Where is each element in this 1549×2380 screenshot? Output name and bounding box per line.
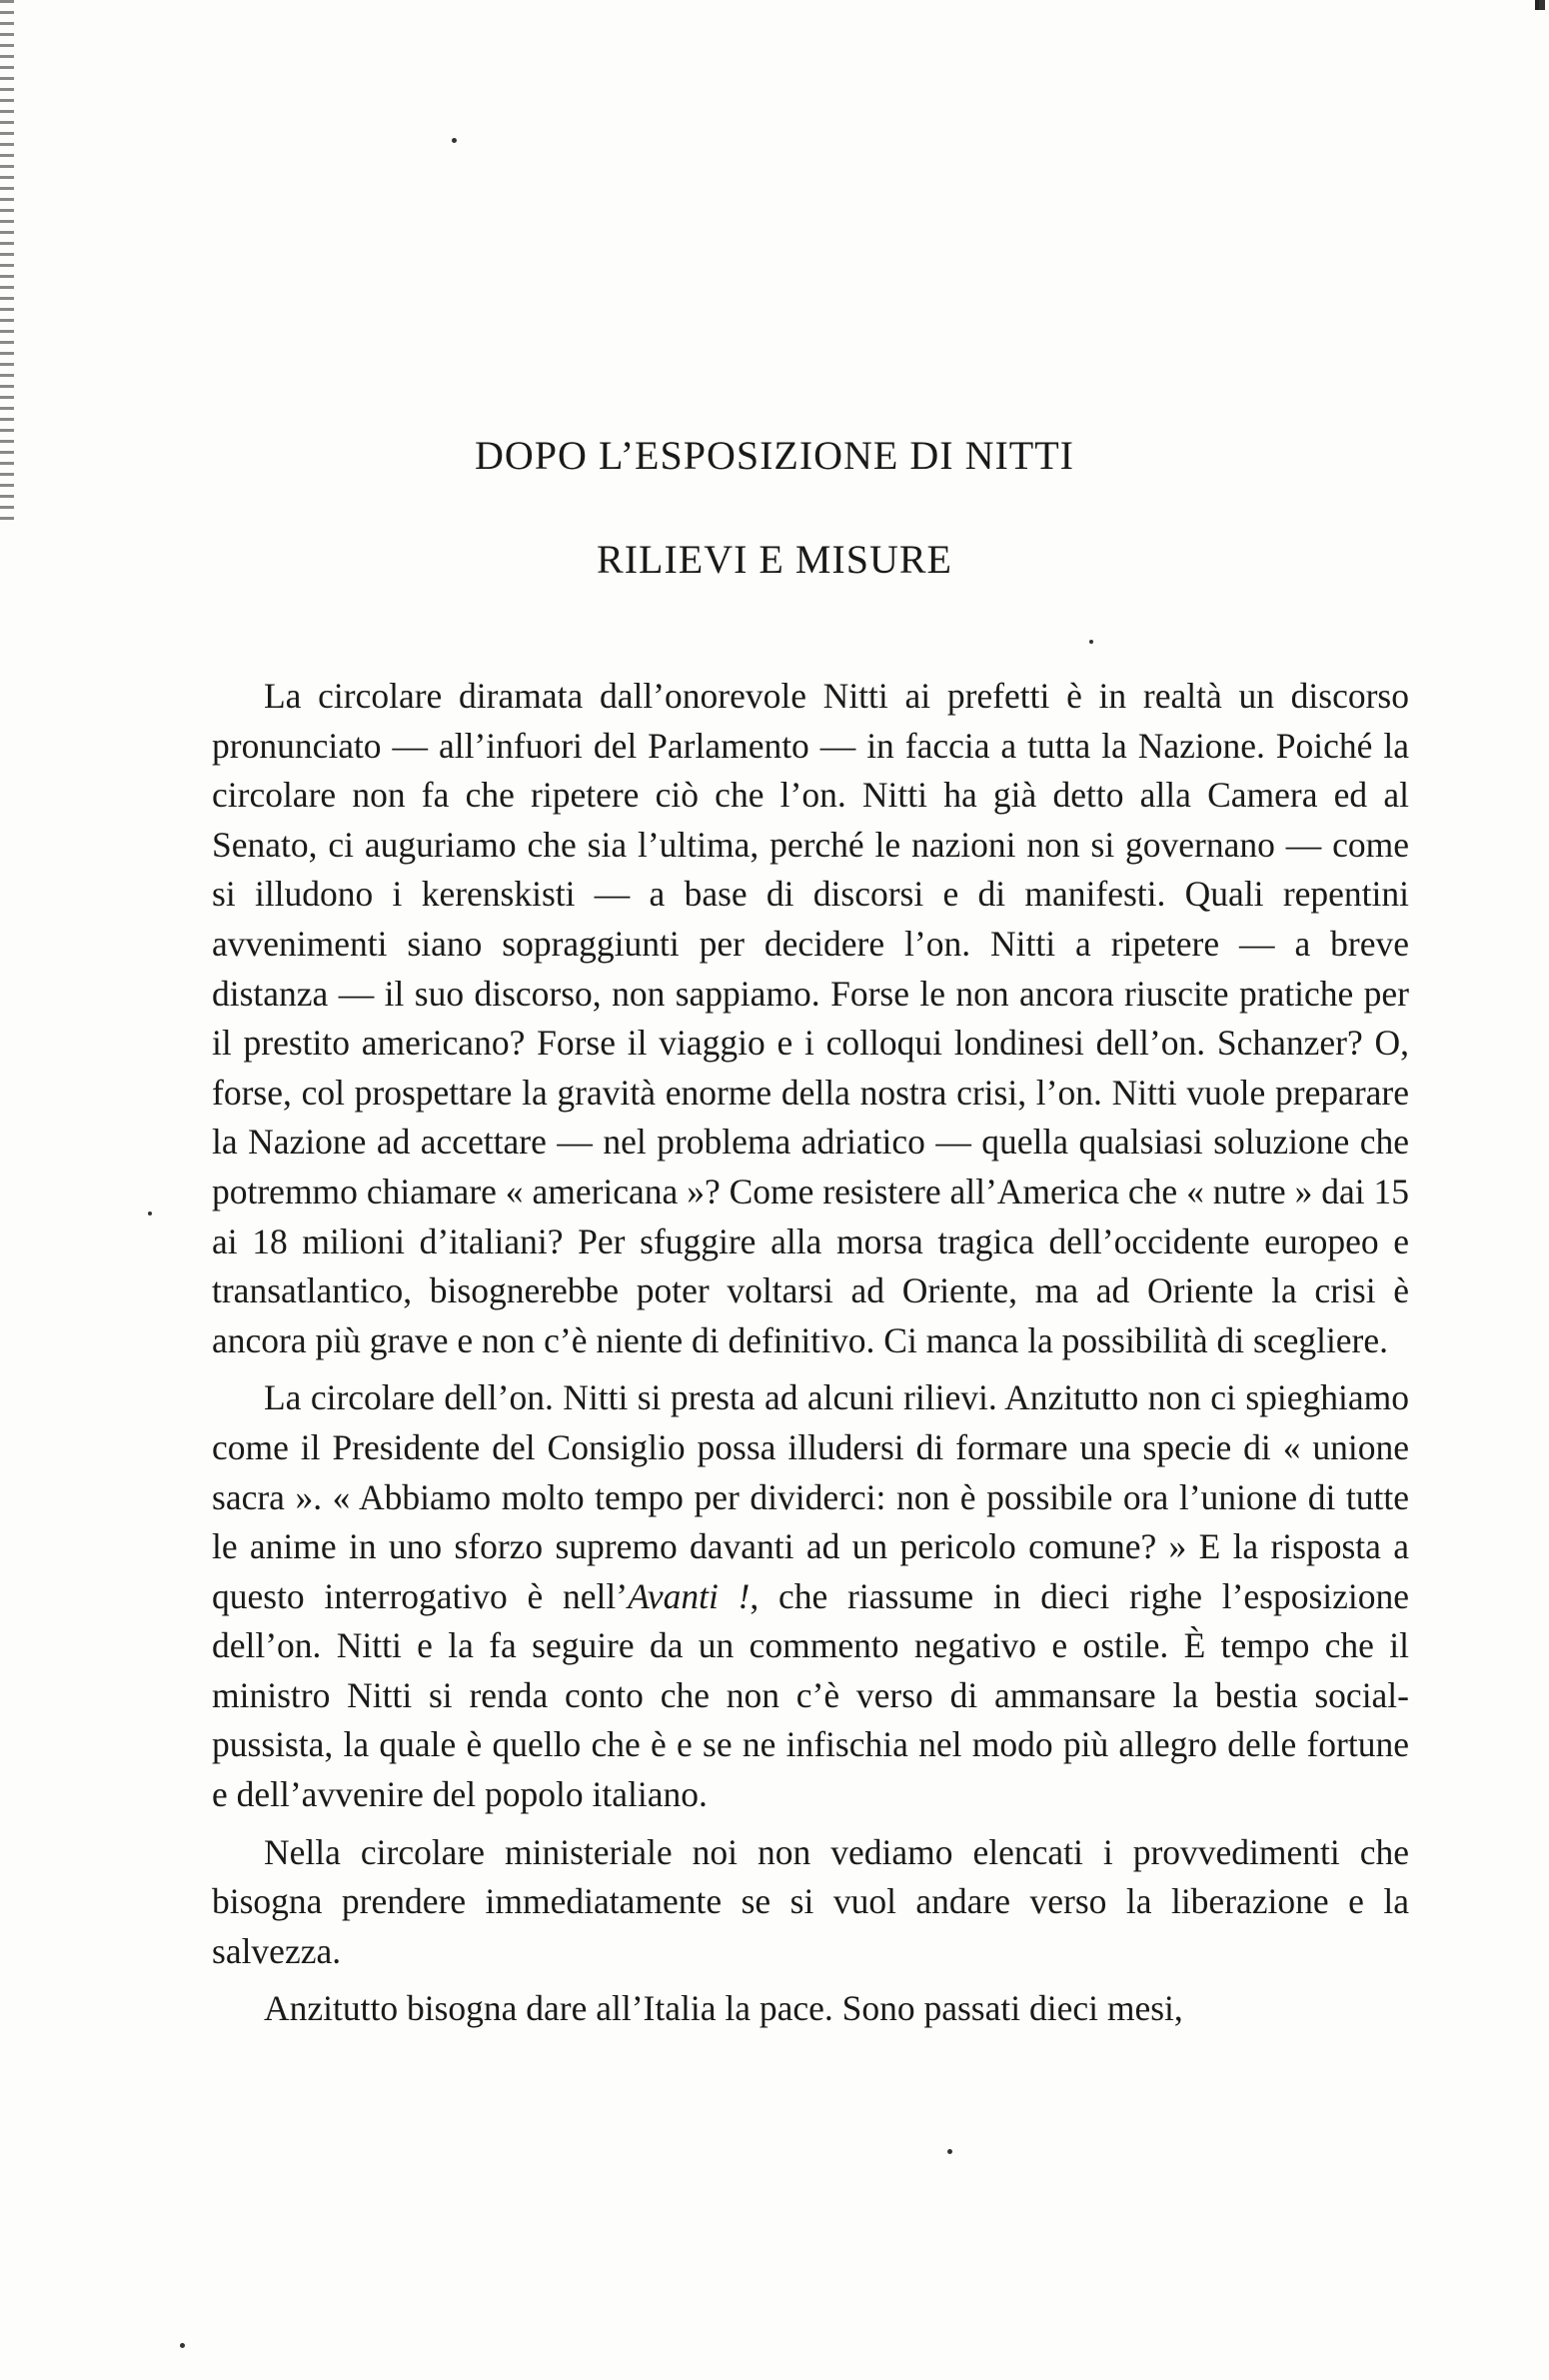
scan-speck bbox=[452, 138, 457, 143]
page-title: DOPO L’ESPOSIZIONE DI NITTI bbox=[475, 433, 1074, 478]
paragraph-2-text-after: , che riassume in dieci righe l’esposizione dell’on. Nitti e la fa seguire da un commento negativo e ostile. È tempo che il ministro Nitti si renda conto che non c’è verso di ammansare la bestia social-pussista, la quale è quello che è e se ne infischia nel modo più allegro delle fortune e dell’avvenire del popolo italiano. bbox=[212, 1575, 1410, 1815]
page-subtitle: RILIEVI E MISURE bbox=[597, 537, 952, 582]
paragraph-3: Nella circolare ministeriale noi non vediamo elencati i provvedimenti che bisogna prendere immediatamente se si vuol andare verso la liberazione e la salvezza. bbox=[212, 1831, 1409, 1971]
paragraph-2 bbox=[212, 1373, 1409, 1819]
paragraph-2-text-before: La circolare dell’on. Nitti si presta ad alcuni rilievi. Anzitutto non ci spieghiamo come il Presidente del Consiglio possa illudersi di formare una specie di « unione sacra ». « Abbiamo molto tempo per dividerci: non è possibile ora l’unione di tutte le anime in uno sforzo supremo davanti ad un pericolo comune? » E la risposta a questo interrogativo è nell’ bbox=[212, 1377, 1409, 1616]
scan-speck bbox=[1539, 0, 1545, 10]
scan-speck bbox=[148, 1211, 152, 1215]
newspaper-title-emphasis: Avanti ! bbox=[628, 1575, 751, 1616]
paragraph-4: Anzitutto bisogna dare all’Italia la pace. Sono passati dieci mesi, bbox=[264, 1988, 1183, 2029]
scan-speck bbox=[1089, 640, 1093, 644]
article-body bbox=[212, 672, 1409, 2034]
scan-speck bbox=[947, 2149, 952, 2154]
scan-speck bbox=[180, 2343, 185, 2348]
paragraph-1: La circolare diramata dall’onorevole Nitti ai prefetti è in realtà un discorso pronunciato — all’infuori del Parlamento — in faccia a tutta la Nazione. Poiché la circolare non fa che ripetere ciò che l’on. Nitti ha già detto alla Camera ed al Senato, ci auguriamo che sia l’ultima, perché le nazioni non si governano — come si illudono i kerenskisti — a base di discorsi e di manifesti. Quali repentini avvenimenti siano sopraggiunti per decidere l’on. Nitti a ripetere — a breve distanza — il suo discorso, non sappiamo. Forse le non ancora riuscite pratiche per il prestito americano? Forse il viaggio e i colloqui londinesi dell’on. Schanzer? O, forse, col prospettare la gravità enorme della nostra crisi, l’on. Nitti vuole preparare la Nazione ad accettare — nel problema adriatico — quella qualsiasi soluzione che potremmo chiamare « americana »? Come resistere all’America che « nutre » dai 15 ai 18 milioni d’italiani? Per sfuggire alla morsa tragica dell’occidente europeo e transatlantico, bisognerebbe poter voltarsi ad Oriente, ma ad Oriente la crisi è ancora più grave e non c’è niente di definitivo. Ci manca la possibilità di scegliere. bbox=[212, 676, 1409, 1360]
